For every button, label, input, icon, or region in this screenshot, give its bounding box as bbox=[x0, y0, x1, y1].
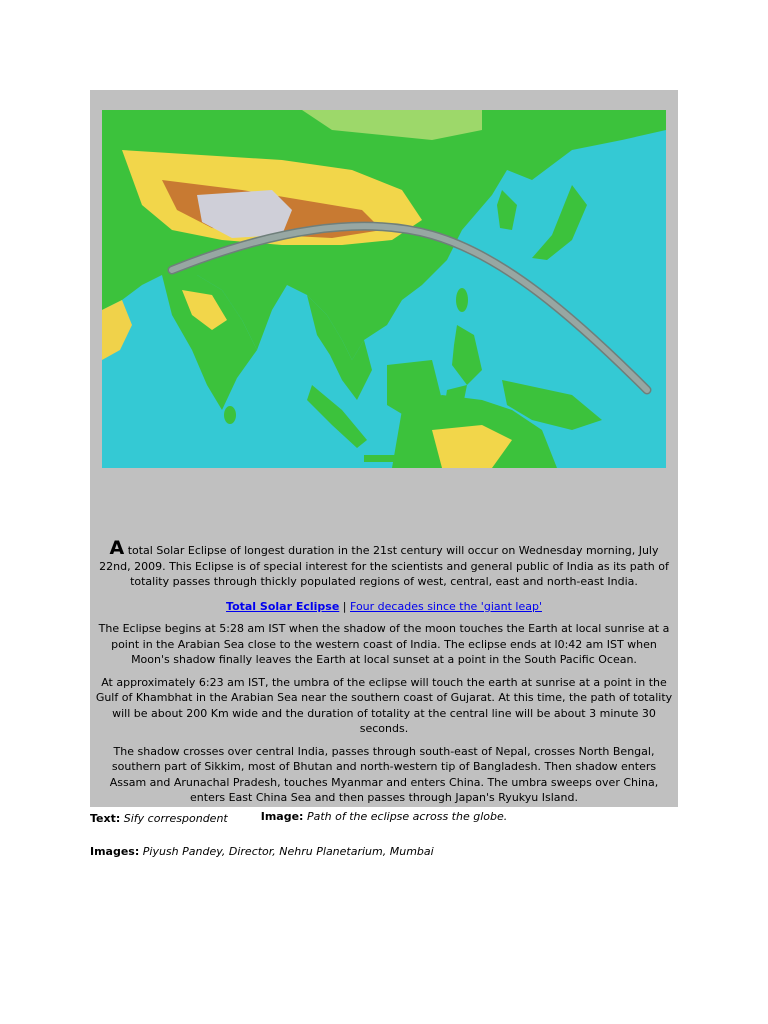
images-credit bbox=[90, 845, 434, 858]
images-credit-value: Piyush Pandey, Director, Nehru Planetarium, Mumbai bbox=[142, 845, 434, 858]
intro-paragraph bbox=[90, 537, 678, 590]
caption-text: Path of the eclipse across the globe. bbox=[306, 809, 508, 823]
drop-cap: A bbox=[109, 537, 125, 559]
text-credit-value: Sify correspondent bbox=[123, 812, 228, 825]
related-links bbox=[90, 599, 678, 615]
images-credit-label: Images: bbox=[90, 845, 140, 858]
link-separator: | bbox=[342, 599, 347, 613]
paragraph-umbra-touch: At approximately 6:23 am IST, the umbra of the eclipse will touch the earth at sunrise at a point in the Gulf of Khambhat in the Arabian Sea near the southern coast of Gujarat. At this time, the path of totality will be about 200 Km wide and the duration of totality at the central line will be about 3 minute 30 seconds. bbox=[95, 675, 673, 735]
total-solar-eclipse-link[interactable]: Total Solar Eclipse bbox=[226, 599, 340, 613]
article-body bbox=[90, 537, 678, 831]
paragraph-eclipse-begins: The Eclipse begins at 5:28 am IST when the shadow of the moon touches the Earth at local sunrise at a point in the Arabian Sea close to the western coast of India. The eclipse ends at l0:42 am IST when Moon's shadow finally leaves the Earth at local sunset at a point in the South Pacific Ocean. bbox=[98, 622, 670, 666]
text-credit bbox=[90, 812, 228, 825]
paragraph-shadow-crossing: The shadow crosses over central India, passes through south-east of Nepal, crosses North Bengal, southern part of Sikkim, most of Bhutan and north-western tip of Bangladesh. Then shadow enters Assam and Arunachal Pradesh, touches Myanmar and enters China. The umbra sweeps over China, enters East China Sea and then passes through Japan's Ryukyu Island. bbox=[109, 744, 659, 804]
caption-label: Image: bbox=[260, 809, 304, 823]
map-graphic bbox=[102, 110, 666, 468]
intro-text: total Solar Eclipse of longest duration in the 21st century will occur on Wednesday morning, July 22nd, 2009. This Eclipse is of special interest for the scientists and general public of India as its path of totality passes through thickly populated regions of west, central, east and north-east India. bbox=[99, 544, 669, 588]
eclipse-path-map bbox=[102, 110, 666, 468]
text-credit-label: Text: bbox=[90, 812, 121, 825]
giant-leap-link[interactable]: Four decades since the 'giant leap' bbox=[350, 599, 542, 613]
